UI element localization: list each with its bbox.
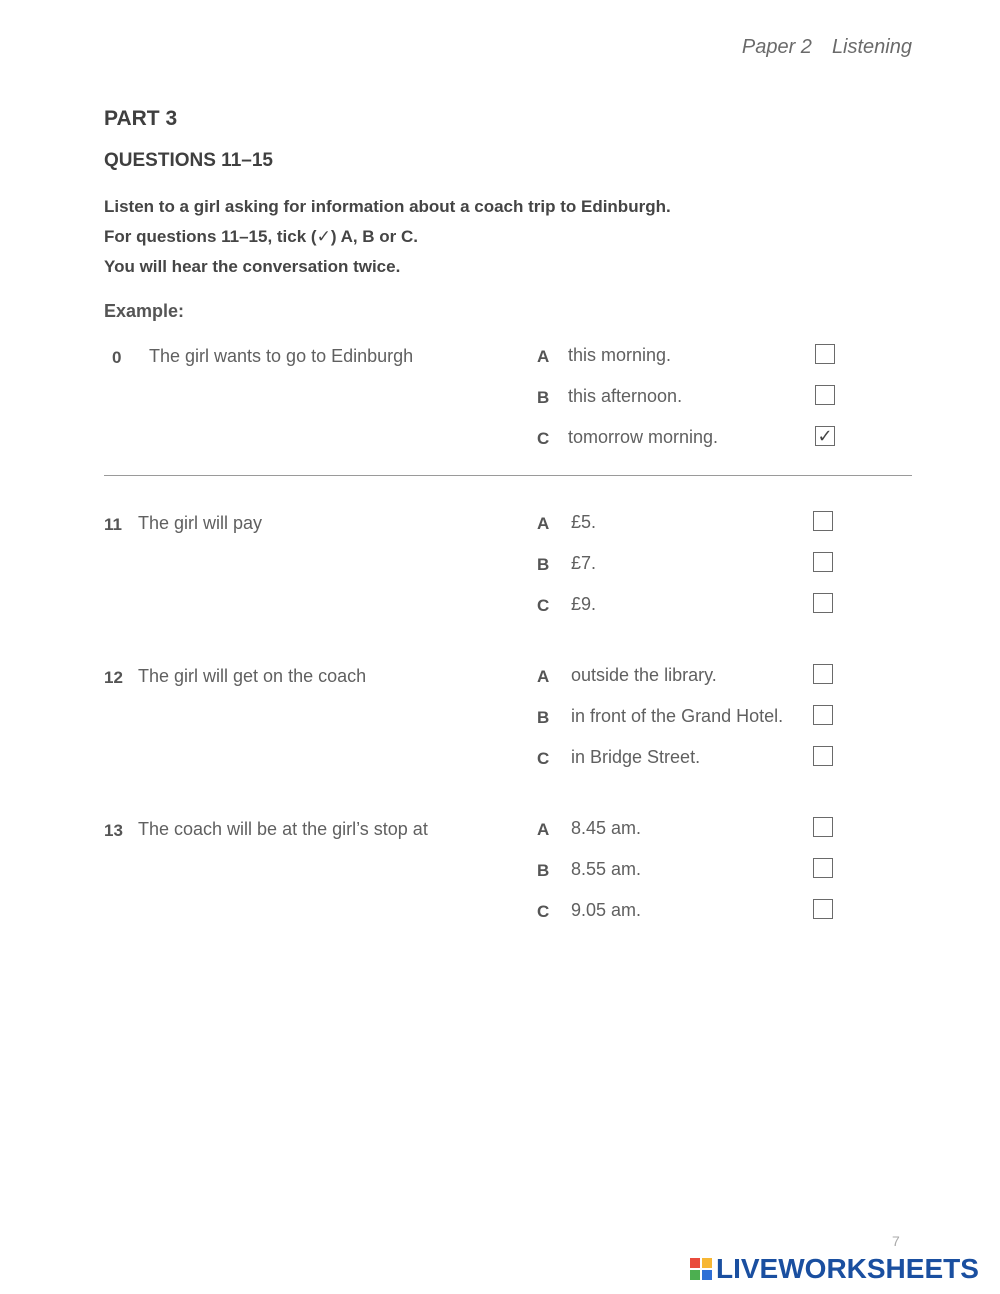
question-number: 0 bbox=[112, 348, 122, 367]
q12-checkbox-b[interactable] bbox=[813, 705, 833, 725]
option-letter: B bbox=[537, 555, 550, 574]
option-text: £9. bbox=[571, 594, 597, 614]
option-letter: C bbox=[537, 429, 550, 448]
question-text: The coach will be at the girl’s stop at bbox=[138, 819, 428, 839]
question-text: The girl will get on the coach bbox=[138, 666, 367, 686]
instruction-line: Listen to a girl asking for information about a coach trip to Edinburgh. bbox=[104, 197, 671, 216]
question-text: The girl will pay bbox=[138, 513, 263, 533]
example-label: Example: bbox=[104, 301, 185, 321]
instruction-line: You will hear the conversation twice. bbox=[104, 257, 401, 276]
option-letter: C bbox=[537, 902, 550, 921]
option-letter: C bbox=[537, 749, 550, 768]
option-text: in front of the Grand Hotel. bbox=[571, 706, 784, 726]
example-checkbox-c[interactable] bbox=[815, 426, 835, 446]
option-text: 9.05 am. bbox=[571, 900, 642, 920]
example-checkbox-b[interactable] bbox=[815, 385, 835, 405]
option-letter: C bbox=[537, 596, 550, 615]
option-letter: A bbox=[537, 347, 550, 366]
liveworksheets-logo[interactable] bbox=[690, 1253, 979, 1285]
instruction-line: For questions 11–15, tick (✓) A, B or C. bbox=[104, 227, 419, 246]
question-number: 13 bbox=[104, 821, 123, 840]
option-text: this morning. bbox=[568, 345, 672, 365]
section-label: Listening bbox=[831, 36, 912, 58]
brand-name: LIVEWORKSHEETS bbox=[716, 1253, 979, 1284]
option-letter: B bbox=[537, 708, 550, 727]
option-letter: B bbox=[537, 861, 550, 880]
q13-checkbox-a[interactable] bbox=[813, 817, 833, 837]
option-letter: A bbox=[537, 820, 550, 839]
q11-checkbox-b[interactable] bbox=[813, 552, 833, 572]
option-letter: A bbox=[537, 667, 550, 686]
divider bbox=[104, 475, 912, 476]
example-checkbox-a[interactable] bbox=[815, 344, 835, 364]
option-text: 8.45 am. bbox=[571, 818, 642, 838]
question-number: 12 bbox=[104, 668, 123, 687]
q11-checkbox-a[interactable] bbox=[813, 511, 833, 531]
option-text: £5. bbox=[571, 512, 597, 532]
q11-checkbox-c[interactable] bbox=[813, 593, 833, 613]
page-header bbox=[742, 36, 912, 59]
option-text: outside the library. bbox=[571, 665, 717, 685]
option-letter: A bbox=[537, 514, 550, 533]
check-mark-icon: ✓ bbox=[817, 425, 833, 446]
question-text: The girl wants to go to Edinburgh bbox=[149, 346, 414, 366]
q12-checkbox-a[interactable] bbox=[813, 664, 833, 684]
option-text: tomorrow morning. bbox=[568, 427, 719, 447]
option-text: this afternoon. bbox=[568, 386, 683, 406]
option-text: in Bridge Street. bbox=[571, 747, 701, 767]
part-title: PART 3 bbox=[104, 107, 178, 130]
option-text: 8.55 am. bbox=[571, 859, 642, 879]
option-text: £7. bbox=[571, 553, 597, 573]
logo-icon bbox=[690, 1258, 712, 1280]
paper-label: Paper 2 bbox=[741, 36, 812, 58]
questions-range: QUESTIONS 11–15 bbox=[104, 150, 273, 171]
page-number: 7 bbox=[892, 1233, 900, 1249]
q13-checkbox-c[interactable] bbox=[813, 899, 833, 919]
question-number: 11 bbox=[104, 515, 122, 534]
q13-checkbox-b[interactable] bbox=[813, 858, 833, 878]
q12-checkbox-c[interactable] bbox=[813, 746, 833, 766]
option-letter: B bbox=[537, 388, 550, 407]
